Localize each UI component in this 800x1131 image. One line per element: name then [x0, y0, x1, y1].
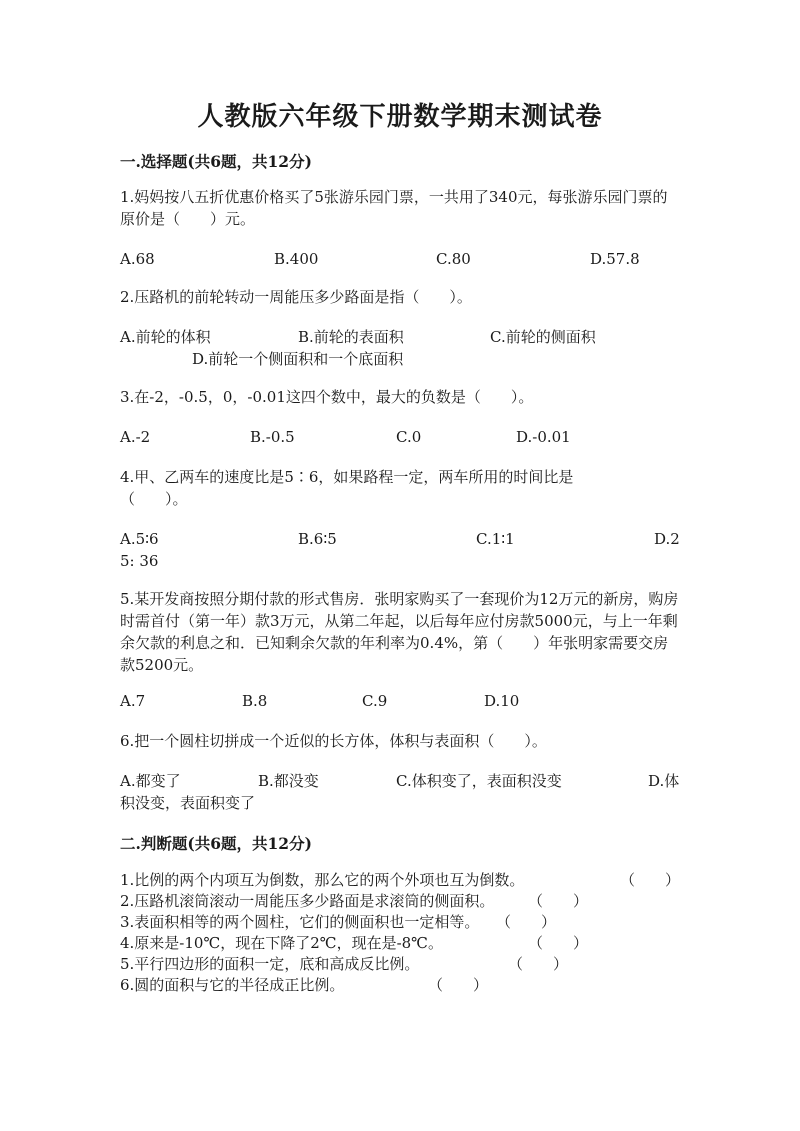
question-text: 3.在-2，-0.5，0，-0.01这四个数中，最大的负数是（ ）。	[120, 388, 534, 406]
option-b: B.都没变	[258, 772, 319, 790]
option-b: B.400	[274, 250, 319, 268]
judge-item: 1.比例的两个内项互为倒数，那么它的两个外项也互为倒数。	[120, 871, 525, 889]
option-d: D.57.8	[590, 250, 640, 268]
option-c: C.体积变了，表面积没变	[396, 772, 562, 790]
answer-paren: （ ）	[428, 976, 489, 994]
answer-paren: （ ）	[496, 913, 557, 931]
option-c: C.9	[362, 692, 388, 710]
question-text: 6.把一个圆柱切拼成一个近似的长方体，体积与表面积（ ）。	[120, 732, 547, 750]
answer-paren: （ ）	[528, 934, 589, 952]
option-d: D.前轮一个侧面积和一个底面积	[192, 350, 404, 368]
judge-item: 3.表面积相等的两个圆柱，它们的侧面积也一定相等。	[120, 913, 480, 931]
option-c: C.前轮的侧面积	[490, 328, 596, 346]
question-text: 1.妈妈按八五折优惠价格买了5张游乐园门票，一共用了340元，每张游乐园门票的原价是（ ）元。	[120, 188, 668, 228]
option-a: A.-2	[120, 428, 151, 446]
option-b: B.前轮的表面积	[298, 328, 404, 346]
judge-item: 4.原来是-10℃，现在下降了2℃，现在是-8℃。	[120, 934, 443, 952]
option-b: B.-0.5	[250, 428, 295, 446]
question-text: 4.甲、乙两车的速度比是5∶6，如果路程一定，两车所用的时间比是（ ）。	[120, 468, 574, 508]
option-a: A.前轮的体积	[120, 328, 211, 346]
section-heading-choice: 一.选择题(共6题，共12分)	[120, 152, 312, 171]
judge-item: 5.平行四边形的面积一定，底和高成反比例。	[120, 955, 420, 973]
option-d: D.2	[654, 530, 680, 548]
page-title: 人教版六年级下册数学期末测试卷	[197, 102, 603, 132]
option-a: A.68	[120, 250, 155, 268]
option-c: C.0	[396, 428, 422, 446]
option-d: D.体	[648, 772, 680, 790]
answer-paren: （ ）	[528, 892, 589, 910]
option-c: C.80	[436, 250, 471, 268]
option-d-continued: 积没变，表面积变了	[120, 794, 256, 812]
judge-item: 6.圆的面积与它的半径成正比例。	[120, 976, 345, 994]
option-d: D.10	[484, 692, 520, 710]
option-a: A.5∶6	[120, 530, 159, 548]
option-a: A.都变了	[120, 772, 181, 790]
option-b: B.6∶5	[298, 530, 337, 548]
option-d: D.-0.01	[516, 428, 571, 446]
question-text: 5.某开发商按照分期付款的形式售房．张明家购买了一套现价为12万元的新房，购房时需首付（第一年）款3万元，从第二年起，以后每年应付房款5000元，与上一年剩余欠款的利息之和．已知剩余欠款的年利率为0.4%，第（ ）年张明家需要交房款5200元。	[120, 590, 679, 674]
option-c: C.1∶1	[476, 530, 515, 548]
question-text: 2.压路机的前轮转动一周能压多少路面是指（ ）。	[120, 288, 472, 306]
answer-paren: （ ）	[508, 955, 569, 973]
option-a: A.7	[120, 692, 146, 710]
section-heading-judge: 二.判断题(共6题，共12分)	[120, 834, 312, 853]
option-d-continued: 5: 36	[120, 552, 159, 570]
judge-item: 2.压路机滚筒滚动一周能压多少路面是求滚筒的侧面积。	[120, 892, 495, 910]
answer-paren: （ ）	[620, 871, 681, 889]
option-b: B.8	[242, 692, 268, 710]
